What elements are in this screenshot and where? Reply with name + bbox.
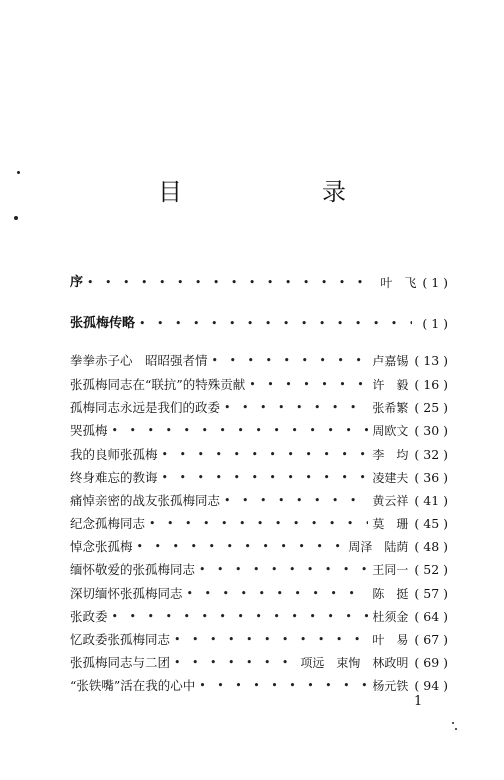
dot-leader xyxy=(174,630,368,650)
toc-entry-author: 项远 束恂 林政明 xyxy=(300,656,409,670)
dot-leader xyxy=(249,375,368,395)
dot-leader xyxy=(112,421,369,441)
toc-entry-title: 张孤梅同志在“联抗”的特殊贡献 xyxy=(70,377,246,392)
toc-entry-author: 陈 挺 xyxy=(372,587,409,601)
toc-entry-author: 莫 珊 xyxy=(372,517,409,531)
dot-leader xyxy=(112,607,369,627)
toc-entry xyxy=(70,537,448,557)
toc-entry-page: ( 45 ) xyxy=(414,516,448,531)
scan-speck xyxy=(17,171,20,174)
toc-entry-page: ( 48 ) xyxy=(414,539,448,554)
dot-leader xyxy=(212,351,369,371)
toc-entry-page: ( 69 ) xyxy=(414,655,448,670)
toc-entry-author: 周泽 陆荫 xyxy=(348,540,409,554)
toc-entry-title: 拳拳赤子心 昭昭强者情 xyxy=(70,353,208,368)
toc-entry-title: 序 xyxy=(70,275,84,290)
toc-entry-page: ( 32 ) xyxy=(414,447,448,462)
dot-leader xyxy=(162,445,369,465)
toc-entry xyxy=(70,351,448,371)
toc-entry-page: ( 94 ) xyxy=(414,678,448,693)
toc-entry-author: 杨元铁 xyxy=(372,679,409,693)
toc-entry xyxy=(70,676,448,696)
toc-entry xyxy=(70,375,448,395)
toc-entry xyxy=(70,584,448,604)
toc-entry-author: 王同一 xyxy=(372,563,409,577)
dot-leader xyxy=(139,314,412,334)
toc-entry-page: ( 25 ) xyxy=(414,400,448,415)
toc-entry-title: 哭孤梅 xyxy=(70,423,108,438)
toc-entry-title: 张孤梅传略 xyxy=(70,316,136,331)
toc-entry-author: 许 毅 xyxy=(372,378,409,392)
toc-entry xyxy=(70,560,448,580)
toc-entry-page: ( 64 ) xyxy=(414,609,448,624)
dot-leader xyxy=(137,537,345,557)
toc-entry-title: 缅怀敬爱的张孤梅同志 xyxy=(70,562,196,577)
toc-entry-title: 我的良师张孤梅 xyxy=(70,447,158,462)
toc-entry-title: “张铁嘴”活在我的心中 xyxy=(70,678,196,693)
toc-entry xyxy=(70,468,448,488)
toc-entry-page: ( 52 ) xyxy=(414,562,448,577)
toc-entry-author: 杜须金 xyxy=(372,610,409,624)
toc-entry-title: 悼念张孤梅 xyxy=(70,539,133,554)
toc-entry-author: 张希繁 xyxy=(372,401,409,415)
dot-leader xyxy=(149,514,368,534)
toc-entry-title: 纪念孤梅同志 xyxy=(70,516,146,531)
dot-leader xyxy=(199,676,368,696)
toc-entry-author: 周欧文 xyxy=(372,424,409,438)
toc-entry xyxy=(70,630,448,650)
toc-entry xyxy=(70,421,448,441)
dot-leader xyxy=(87,273,376,293)
toc-entry xyxy=(70,273,448,293)
toc-entry xyxy=(70,653,448,673)
toc-entry-author: 卢嘉锡 xyxy=(372,354,409,368)
toc-entry-page: ( 30 ) xyxy=(414,423,448,438)
page-number: 1 xyxy=(414,694,423,709)
toc-entry-author: 李 均 xyxy=(372,448,409,462)
scan-speck xyxy=(455,728,457,730)
toc-entry-page: ( 1 ) xyxy=(422,316,448,331)
toc-entry-page: ( 57 ) xyxy=(414,586,448,601)
toc-entry xyxy=(70,491,448,511)
toc-entry-title: 深切缅怀张孤梅同志 xyxy=(70,586,183,601)
dot-leader xyxy=(187,584,369,604)
toc-entry-author: 黄云祥 xyxy=(372,494,409,508)
toc-entry-title: 孤梅同志永远是我们的政委 xyxy=(70,400,221,415)
dot-leader xyxy=(162,468,369,488)
toc-entry-page: ( 1 ) xyxy=(422,275,448,290)
toc-entry-page: ( 16 ) xyxy=(414,377,448,392)
toc-entry-author: 凌建夫 xyxy=(372,471,409,485)
scan-speck xyxy=(14,216,18,220)
toc-entry xyxy=(70,607,448,627)
toc-entry-title: 终身难忘的教诲 xyxy=(70,470,158,485)
dot-leader xyxy=(199,560,368,580)
toc-entry-title: 痛悼亲密的战友张孤梅同志 xyxy=(70,493,221,508)
dot-leader xyxy=(224,491,368,511)
toc-entry-page: ( 36 ) xyxy=(414,470,448,485)
toc-entry-page: ( 67 ) xyxy=(414,632,448,647)
toc-entry xyxy=(70,314,448,334)
toc-entry-title: 张孤梅同志与二团 xyxy=(70,655,171,670)
toc-entry xyxy=(70,445,448,465)
toc-entry xyxy=(70,398,448,418)
toc-entry-author: 叶 飞 xyxy=(380,276,417,290)
toc-entry-page: ( 41 ) xyxy=(414,493,448,508)
dot-leader xyxy=(224,398,368,418)
page-title: 目 录 xyxy=(158,178,404,206)
toc-entry-author: 叶 易 xyxy=(372,633,409,647)
toc-entry-page: ( 13 ) xyxy=(414,353,448,368)
toc-entry-title: 忆政委张孤梅同志 xyxy=(70,632,171,647)
toc-entry-title: 张政委 xyxy=(70,609,108,624)
toc-entry xyxy=(70,514,448,534)
dot-leader xyxy=(174,653,296,673)
scan-speck xyxy=(452,722,454,724)
